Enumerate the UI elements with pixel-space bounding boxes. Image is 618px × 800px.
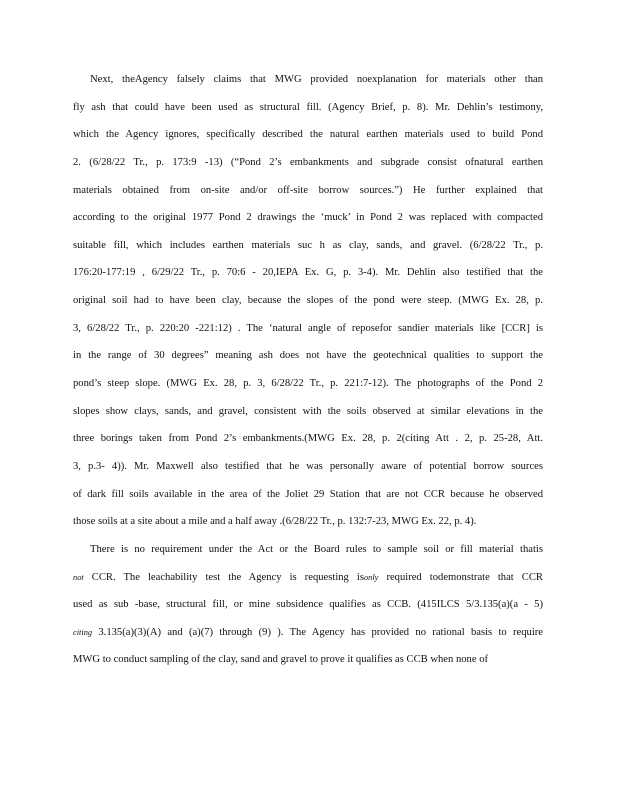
text-line: which the Agency ignores, specifically described the natural earthen materials used to build Pond: [73, 129, 543, 141]
text-line: 3, 6/28/22 Tr., p. 220:20 -221:12) . The ‘natural angle of reposefor sandier materials like [CCR] is: [73, 322, 543, 334]
paragraph: [73, 539, 543, 677]
text-line: original soil had to have been clay, because the slopes of the pond were steep. (MWG Ex. 28, p.: [73, 295, 543, 307]
text-line: materials obtained from on-site and/or off-site borrow sources.”) He further explained that: [73, 184, 543, 196]
italic-emphasis: not: [73, 572, 84, 582]
text-line: MWG to conduct sampling of the clay, sand and gravel to prove it qualifies as CCB when none of: [73, 654, 489, 666]
text-line: [73, 567, 543, 595]
text-line: Next, theAgency falsely claims that MWG provided noexplanation for materials other than: [90, 74, 543, 85]
paragraph: [73, 69, 543, 539]
text-line: in the range of 30 degrees” meaning ash does not have the geotechnical qualities to support the: [73, 350, 543, 362]
text-run: required todemonstrate that CCR: [378, 571, 543, 583]
text-line: [73, 622, 543, 650]
text-line: according to the original 1977 Pond 2 drawings the ‘muck’ in Pond 2 was replaced with compacted: [73, 212, 543, 224]
text-line: 2. (6/28/22 Tr., p. 173:9 -13) (“Pond 2’s embankments and subgrade consist ofnatural earthen: [73, 156, 543, 168]
text-line: There is no requirement under the Act or the Board rules to sample soil or fill material thatis: [90, 543, 543, 555]
text-line: 3, p.3- 4)). Mr. Maxwell also testified that he was personally aware of potential borrow sources: [73, 460, 543, 472]
text-line: pond’s steep slope. (MWG Ex. 28, p. 3, 6/28/22 Tr., p. 221:7-12). The photographs of the Pond 2: [73, 378, 543, 390]
text-line: suitable fill, which includes earthen materials suc h as clay, sands, and gravel. (6/28/22 Tr., p.: [73, 239, 543, 251]
text-line: those soils at a site about a mile and a half away .(6/28/22 Tr., p. 132:7-23, MWG Ex. 22, p. 4).: [73, 516, 477, 528]
italic-emphasis: only: [363, 572, 379, 582]
text-line: three borings taken from Pond 2’s embankments.(MWG Ex. 28, p. 2(citing Att . 2, p. 25-28, Att.: [73, 433, 543, 445]
text-line: fly ash that could have been used as structural fill. (Agency Brief, p. 8). Mr. Dehlin’s testimony,: [73, 101, 543, 113]
text-line: used as sub -base, structural fill, or mine subsidence qualifies as CCB. (415ILCS 5/3.135(a)(a - 5): [73, 599, 543, 611]
body-text: [73, 69, 543, 677]
italic-emphasis: citing: [73, 627, 93, 637]
text-run: CCR. The leachability test the Agency is requesting is: [83, 571, 364, 583]
text-line: 176:20-177:19 , 6/29/22 Tr., p. 70:6 - 20,IEPA Ex. G, p. 3-4). Mr. Dehlin also testified that the: [73, 267, 543, 279]
text-line: of dark fill soils available in the area of the Joliet 29 Station that are not CCR because he observed: [73, 488, 543, 500]
text-line: slopes show clays, sands, and gravel, consistent with the soils observed at similar elevations in the: [73, 405, 543, 417]
text-run: 3.135(a)(3)(A) and (a)(7) through (9) ). The Agency has provided no rational basis to require: [92, 626, 543, 638]
